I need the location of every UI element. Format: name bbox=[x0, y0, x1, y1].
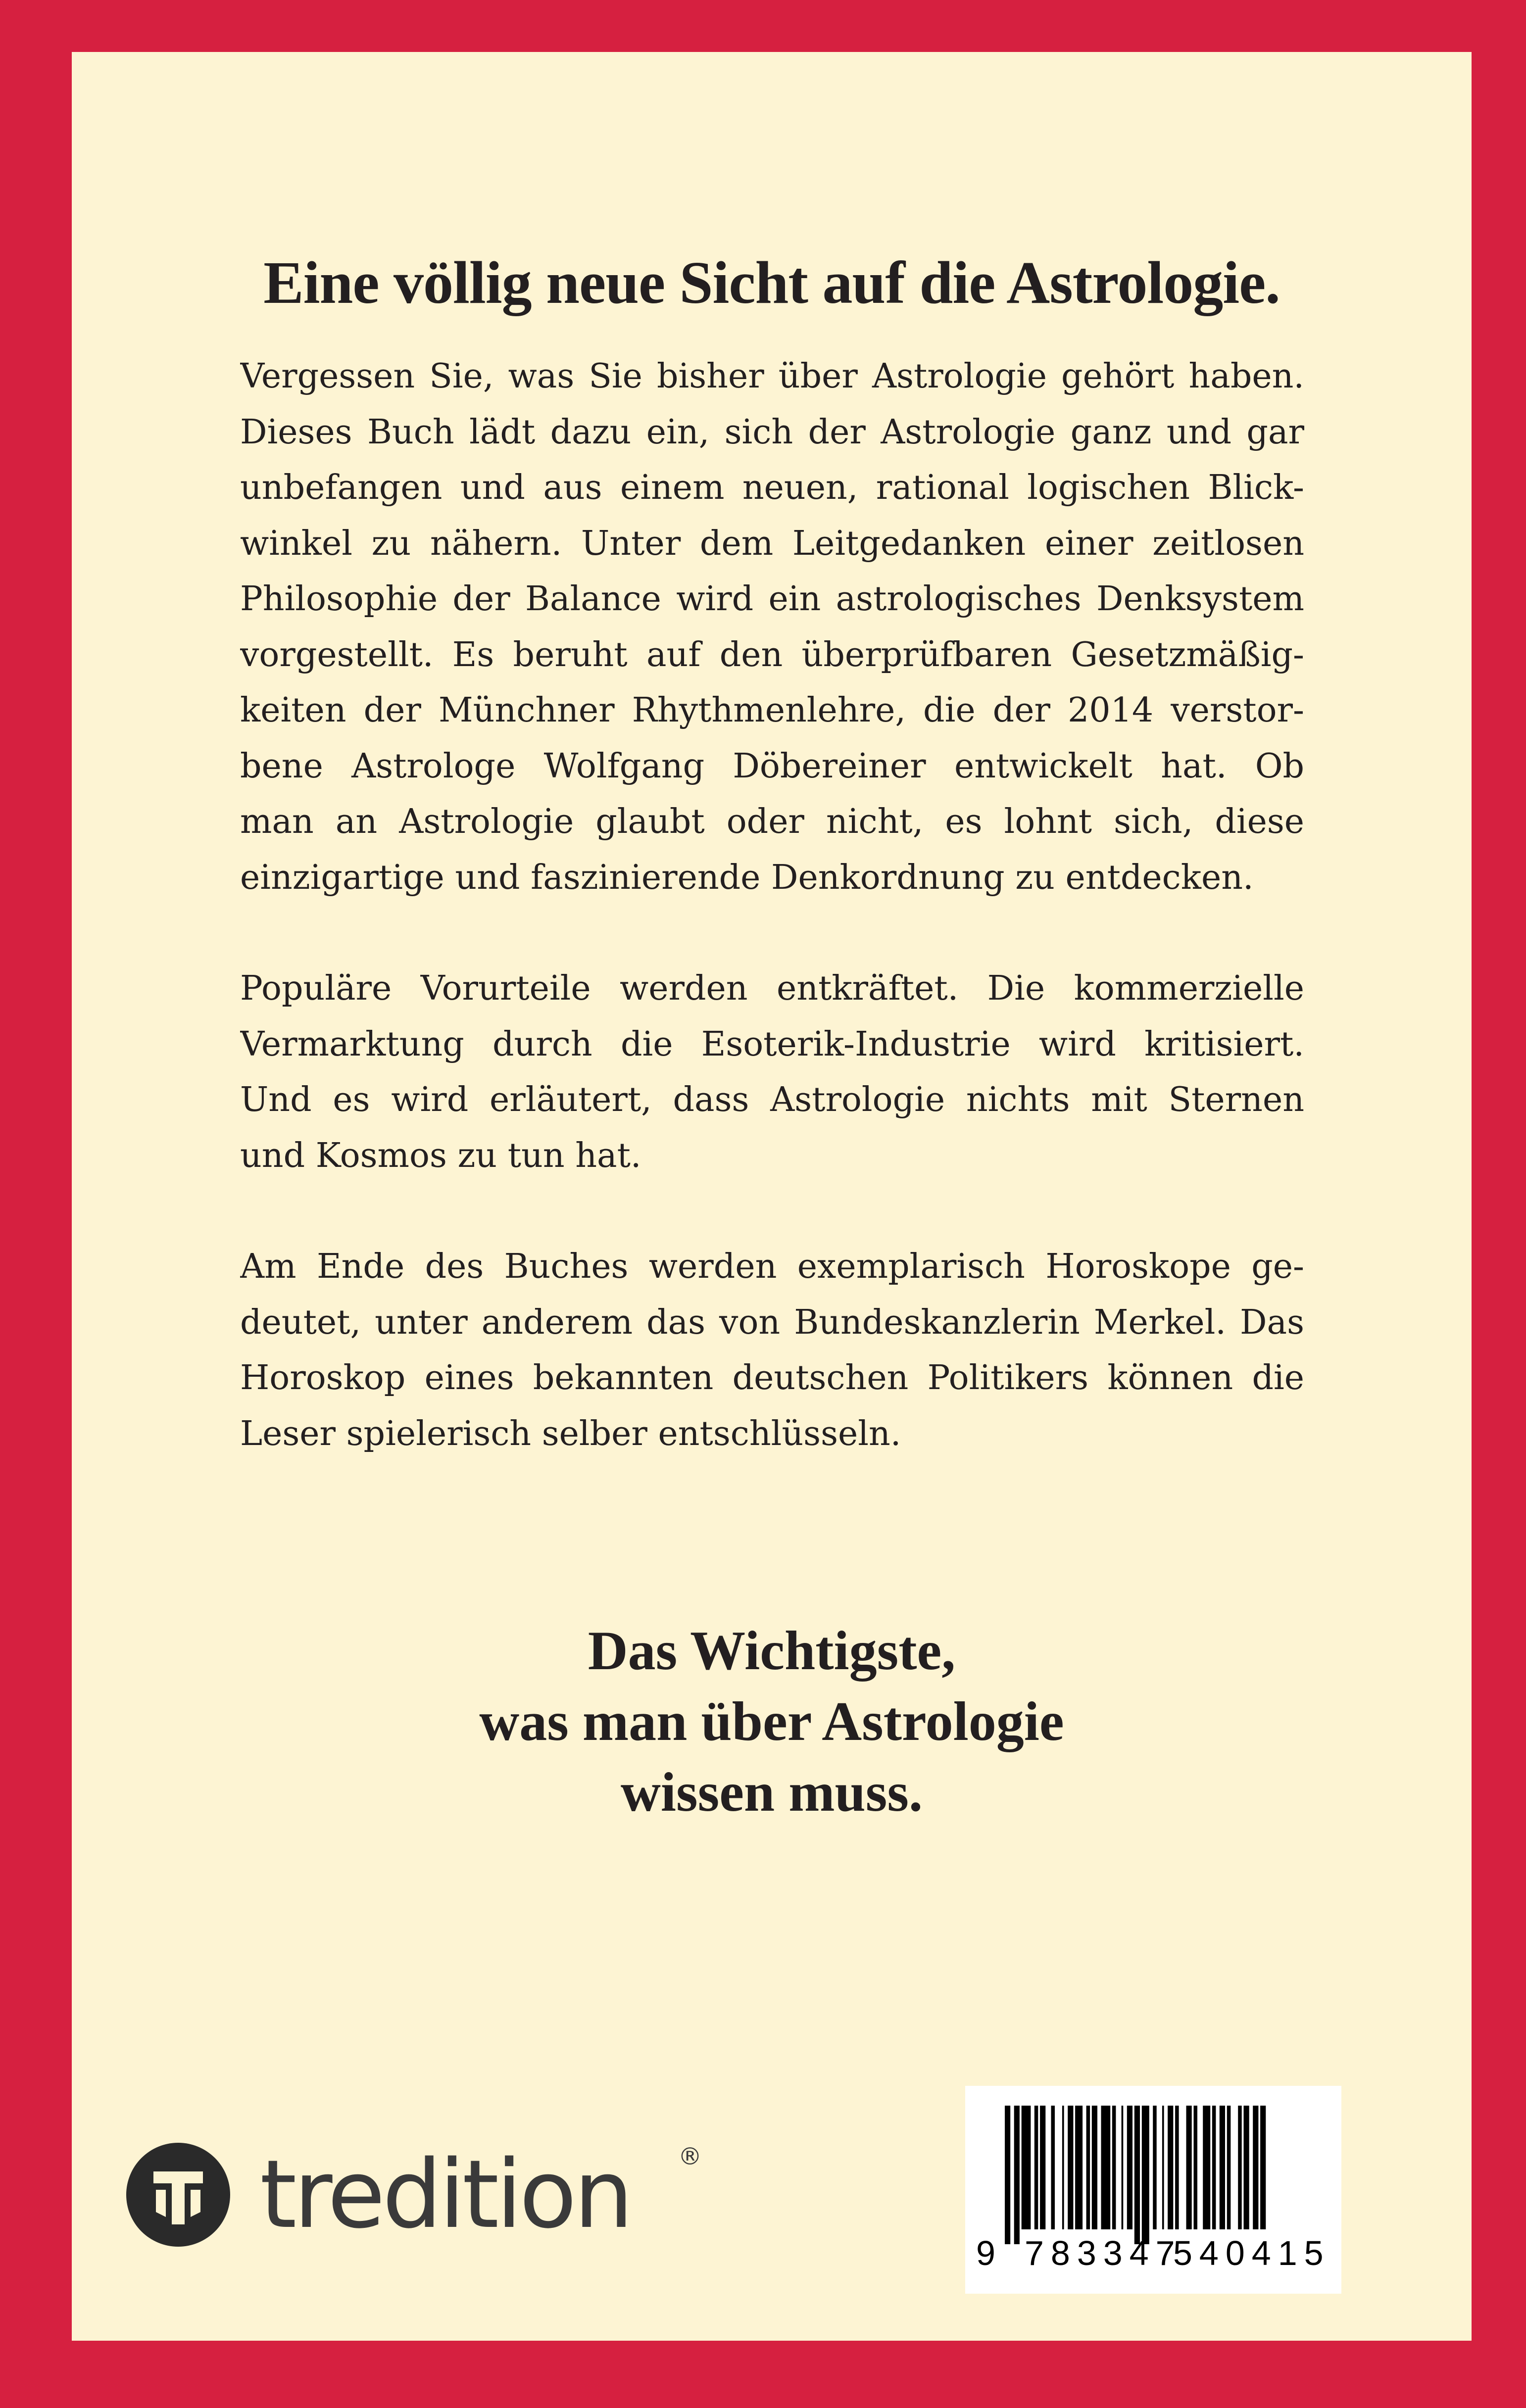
tredition-logo-icon bbox=[126, 2143, 230, 2247]
barcode-bar bbox=[1092, 2106, 1097, 2229]
barcode-digits bbox=[965, 2233, 1341, 2278]
barcode-bar bbox=[1244, 2106, 1249, 2229]
claim-line: wissen muss. bbox=[621, 1762, 923, 1823]
barcode-bar bbox=[1203, 2106, 1210, 2229]
barcode-bar bbox=[1127, 2106, 1132, 2229]
text-line: Populäre Vorurteile werden entkräftet. Die kommerzielle bbox=[240, 969, 1304, 1008]
text-line: Vermarktung durch die Esoterik-Industrie wird kritisiert. bbox=[240, 1024, 1304, 1064]
barcode-first-digit: 9 bbox=[976, 2234, 1002, 2272]
barcode-bar bbox=[1194, 2106, 1198, 2229]
barcode-bars bbox=[1005, 2106, 1302, 2244]
text-line: winkel zu nähern. Unter dem Leitgedanken einer zeitlosen bbox=[240, 524, 1304, 563]
barcode-bar bbox=[1014, 2106, 1020, 2244]
barcode-bar bbox=[1142, 2106, 1149, 2244]
tredition-t-glyph-icon bbox=[126, 2143, 230, 2247]
barcode-bar bbox=[1220, 2106, 1225, 2229]
claim-line: was man über Astrologie bbox=[479, 1691, 1064, 1752]
barcode-bar bbox=[1122, 2106, 1124, 2229]
barcode-bar bbox=[1253, 2106, 1258, 2229]
barcode-bar bbox=[1086, 2106, 1090, 2229]
barcode-bar bbox=[1051, 2106, 1055, 2229]
barcode-bar bbox=[1022, 2106, 1031, 2229]
text-line: unbefangen und aus einem neuen, rational logischen Blick- bbox=[240, 468, 1304, 507]
publisher-name: tredition bbox=[260, 2140, 631, 2249]
text-line: Vergessen Sie, was Sie bisher über Astrologie gehört haben. bbox=[240, 357, 1304, 396]
blurb-paragraph-1 bbox=[240, 349, 1304, 906]
barcode-right-group: 540415 bbox=[1173, 2234, 1330, 2272]
blurb bbox=[240, 349, 1304, 1517]
barcode-bar bbox=[1168, 2106, 1173, 2229]
blurb-paragraph-2 bbox=[240, 961, 1304, 1184]
barcode-bar bbox=[1260, 2106, 1266, 2229]
barcode-bar bbox=[1062, 2106, 1064, 2229]
text-line: bene Astrologe Wolfgang Döbereiner entwickelt hat. Ob bbox=[240, 746, 1304, 786]
text-line: man an Astrologie glaubt oder nicht, es lohnt sich, diese bbox=[240, 802, 1304, 841]
barcode-bar bbox=[1075, 2106, 1083, 2229]
text-line: vorgestellt. Es beruht auf den überprüfbaren Gesetzmäßig- bbox=[240, 635, 1304, 674]
barcode-bar bbox=[1238, 2106, 1242, 2229]
headline: Eine völlig neue Sicht auf die Astrologie. bbox=[263, 249, 1280, 316]
barcode-bar bbox=[1101, 2106, 1111, 2229]
barcode-bar bbox=[1040, 2106, 1045, 2229]
text-line: Leser spielerisch selber entschlüsseln. bbox=[240, 1414, 901, 1453]
claim-line: Das Wichtigste, bbox=[588, 1620, 956, 1682]
text-line: Dieses Buch lädt dazu ein, sich der Astrologie ganz und gar bbox=[240, 412, 1304, 452]
barcode-bar bbox=[1175, 2106, 1179, 2229]
text-line: keiten der Münchner Rhythmenlehre, die der 2014 verstor- bbox=[240, 691, 1304, 730]
isbn-barcode bbox=[965, 2086, 1341, 2294]
text-line: Horoskop eines bekannten deutschen Politikers können die bbox=[240, 1358, 1304, 1397]
barcode-bar bbox=[1005, 2106, 1010, 2244]
barcode-bar bbox=[1153, 2106, 1157, 2229]
barcode-bar bbox=[1212, 2106, 1216, 2229]
barcode-bar bbox=[1112, 2106, 1116, 2229]
text-line: Am Ende des Buches werden exemplarisch Horoskope ge- bbox=[240, 1247, 1304, 1286]
blurb-paragraph-3 bbox=[240, 1239, 1304, 1462]
cover-text-panel bbox=[72, 52, 1472, 2341]
barcode-bar bbox=[1162, 2106, 1164, 2229]
barcode-bar bbox=[1134, 2106, 1140, 2244]
registered-trademark: ® bbox=[678, 2143, 702, 2170]
text-line: deutet, unter anderem das von Bundeskanzlerin Merkel. Das bbox=[240, 1302, 1304, 1342]
barcode-bar bbox=[1227, 2106, 1231, 2229]
text-line: Und es wird erläutert, dass Astrologie nichts mit Sternen bbox=[240, 1080, 1304, 1119]
closing-claim bbox=[72, 1616, 1472, 1828]
text-line: Philosophie der Balance wird ein astrologisches Denksystem bbox=[240, 579, 1304, 619]
text-line: und Kosmos zu tun hat. bbox=[240, 1136, 641, 1175]
barcode-bar bbox=[1034, 2106, 1038, 2229]
barcode-left-group: 783347 bbox=[1025, 2234, 1182, 2272]
publisher-logo bbox=[126, 2138, 720, 2257]
barcode-bar bbox=[1068, 2106, 1073, 2229]
text-line: einzigartige und faszinierende Denkordnung zu entdecken. bbox=[240, 858, 1254, 897]
barcode-bar bbox=[1186, 2106, 1192, 2229]
